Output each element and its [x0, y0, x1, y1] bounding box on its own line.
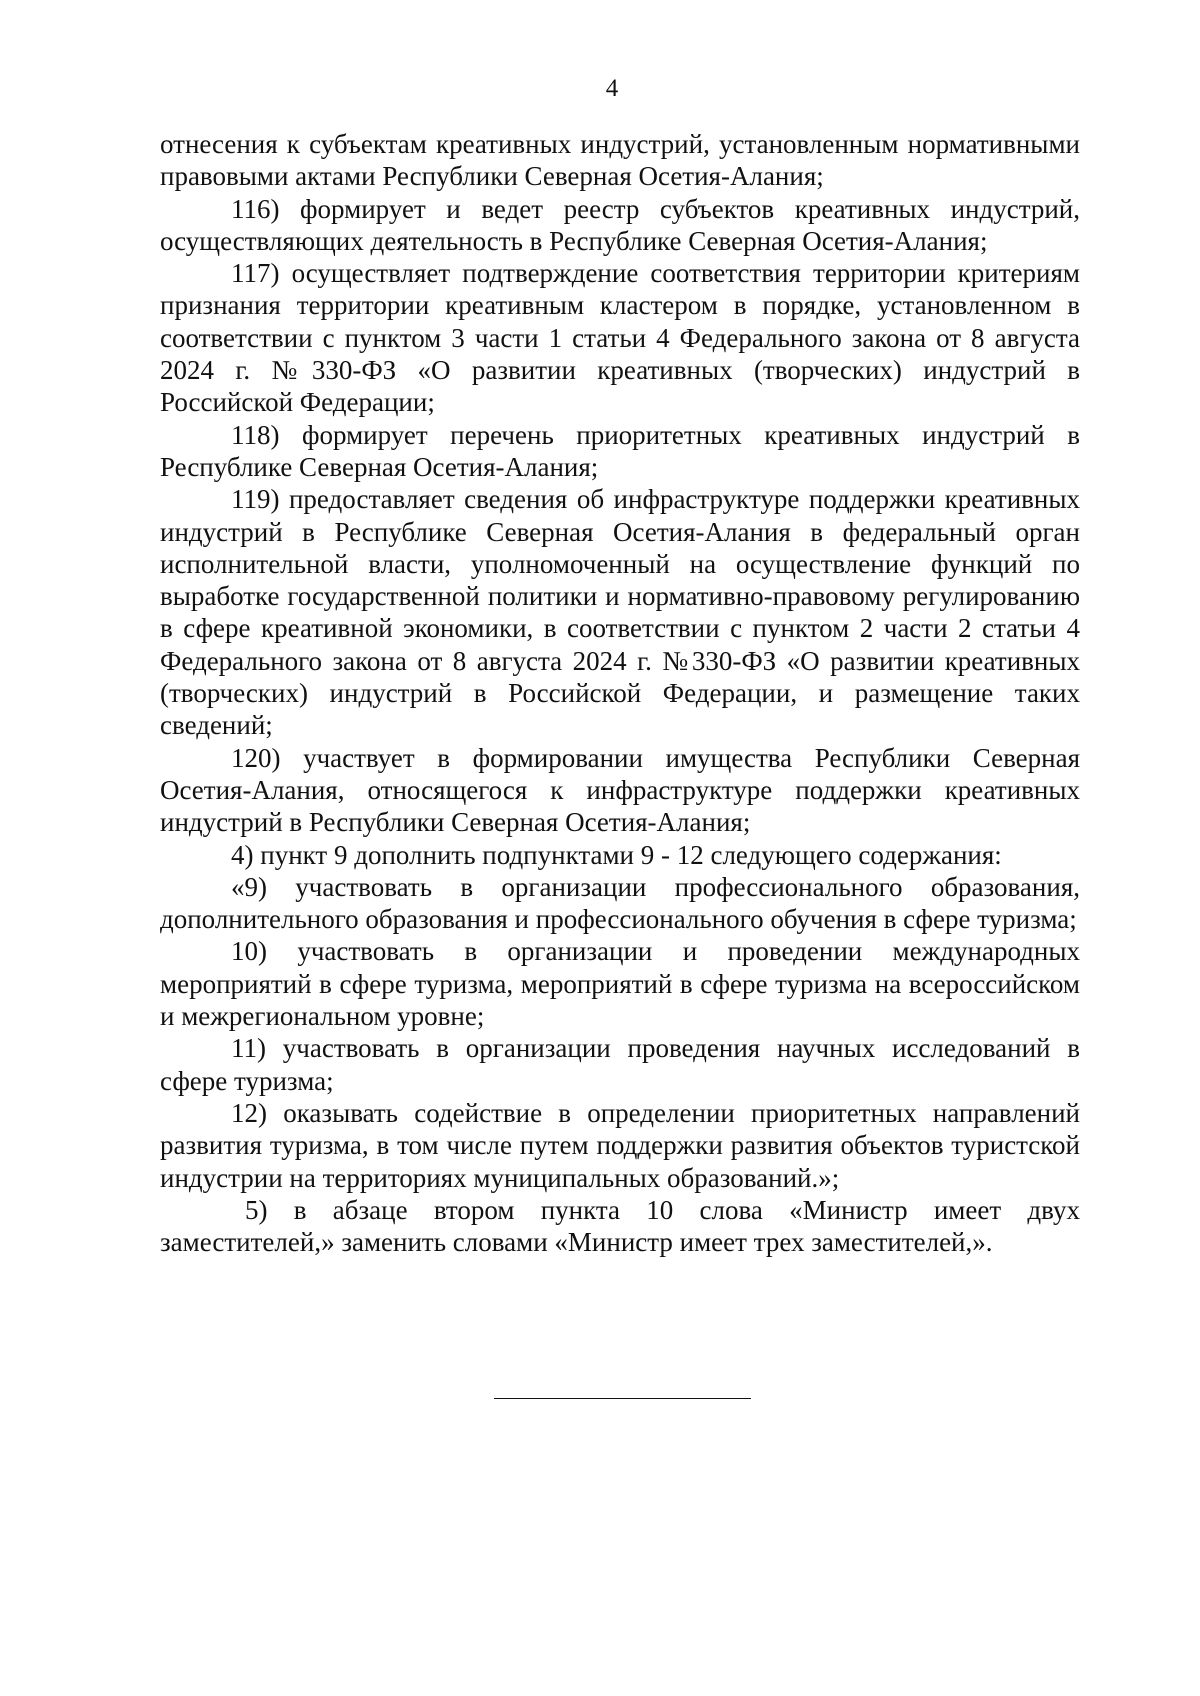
- paragraph-subitem-11: 11) участвовать в организации проведения научных исследований в сфере туризма;: [160, 1033, 1080, 1096]
- paragraph-item-117: 117) осуществляет подтверждение соответствия территории критериям признания территории креативным кластером в порядке, установленном в соответствии с пунктом 3 части 1 статьи 4 Федерального закона от 8 августа 2024 г. №330-ФЗ «О развитии креативных (творческих) индустрий в Российской Федерации;: [160, 258, 1080, 418]
- paragraph-point-4: 4) пункт 9 дополнить подпунктами 9 - 12 следующего содержания:: [231, 839, 1002, 870]
- closing-divider-line: [494, 1398, 751, 1399]
- paragraph-item-118: 118) формирует перечень приоритетных креативных индустрий в Республике Северная Осетия-Алания;: [160, 419, 1080, 482]
- paragraph-item-120: 120) участвует в формировании имущества Республики Северная Осетия-Алания, относящегося к инфраструктуре поддержки креативных индустрий в Республики Северная Осетия-Алания;: [160, 742, 1080, 838]
- paragraph-item-119: 119) предоставляет сведения об инфраструктуре поддержки креативных индустрий в Республике Северная Осетия-Алания в федеральный орган исполнительной власти, уполномоченный на осуществление функций по выработке государственной политики и нормативно-правовому регулированию в сфере креативной экономики, в соответствии с пунктом 2 части 2 статьи 4 Федерального закона от 8 августа 2024 г. №330-ФЗ «О развитии креативных (творческих) индустрий в Российской Федерации, и размещение таких сведений;: [160, 484, 1080, 741]
- page-number: 4: [605, 75, 619, 102]
- paragraph-subitem-12: 12) оказывать содействие в определении приоритетных направлений развития туризма, в том числе путем поддержки развития объектов туристской индустрии на территориях муниципальных образований.»;: [160, 1097, 1080, 1193]
- paragraph-item-116: 116) формирует и ведет реестр субъектов креативных индустрий, осуществляющих деятельность в Республике Северная Осетия-Алания;: [160, 193, 1080, 256]
- paragraph-subitem-9: «9) участвовать в организации профессионального образования, дополнительного образования и профессионального обучения в сфере туризма;: [160, 871, 1080, 935]
- paragraph-point-5: 5) в абзаце втором пункта 10 слова «Министр имеет двух заместителей,» заменить словами «Министр имеет трех заместителей,».: [160, 1194, 1080, 1258]
- paragraph-continuation: отнесения к субъектам креативных индустрий, установленным нормативными правовыми актами Республики Северная Осетия-Алания;: [160, 129, 1080, 192]
- document-body: [160, 128, 1080, 1258]
- paragraph-subitem-10: 10) участвовать в организации и проведении международных мероприятий в сфере туризма, мероприятий в сфере туризма на всероссийском и межрегиональном уровне;: [160, 936, 1080, 1032]
